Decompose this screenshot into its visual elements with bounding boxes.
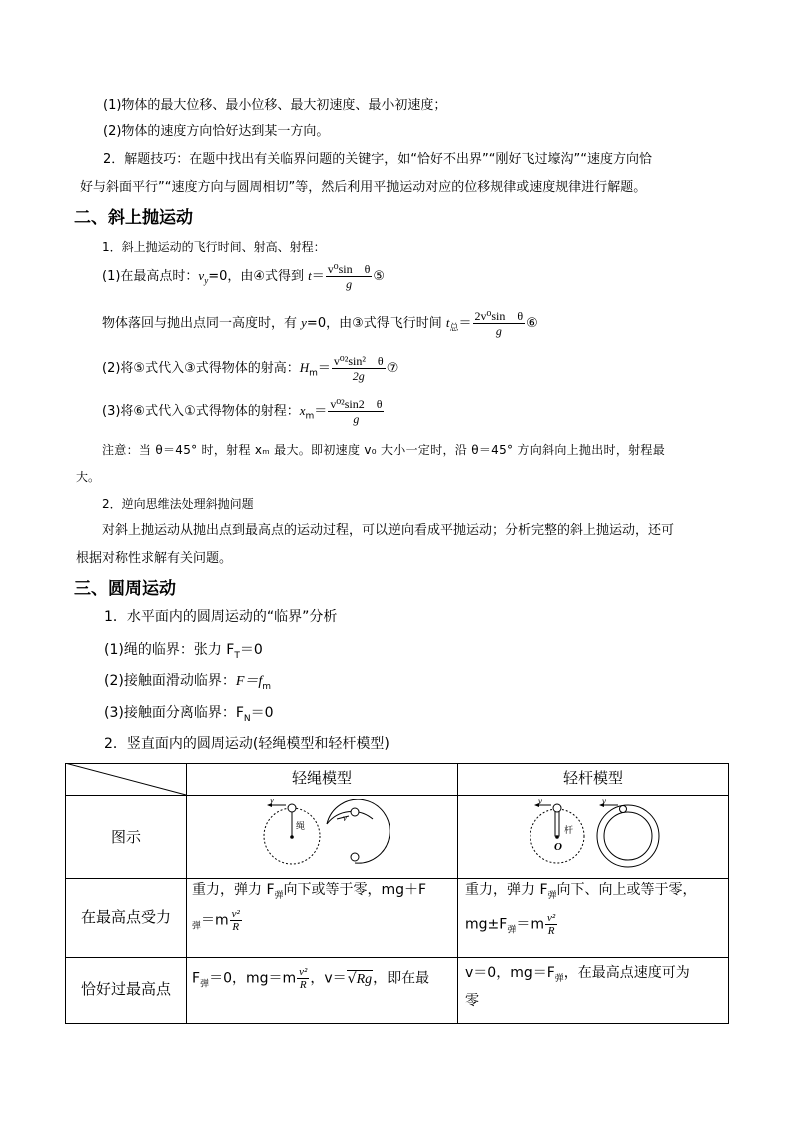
row-label: 恰好过最高点 [80,980,171,998]
text-line: 2．解题技巧：在题中找出有关临界问题的关键字，如“恰好不出界”“刚好飞过壕沟”“速度方向恰 [103,152,652,167]
formula-line: (1)在最高点时：$v_y=0$，由④式得到 t＝ $\frac{\text{v⁰sin θ}}{g}$ ⑤ [102,262,386,291]
text-line: (3)接触面分离临界：$F_N=0$ [104,705,274,724]
rope-force-line2: $_弹$＝m $\frac{\text{v²}}{R}$ [192,908,240,933]
column-header: 轻杆模型 [562,769,623,787]
svg-text:v: v [538,799,542,806]
fraction: $\frac{\text{v⁰²sin² θ}}{2g}$ [333,354,384,383]
text-line: 好与斜面平行”“速度方向与圆周相切”等，然后利用平抛运动对应的位移规律或速度规律进行解题。 [80,180,647,195]
rod-top-condition-line1: v＝0，$mg=F_弹$，在最高点速度可为 [465,965,690,984]
text-line: (1)绳的临界：张力 $F_T=0$ [104,642,263,661]
fraction: $\frac{\text{2v⁰sin θ}}{g}$ [474,309,524,338]
text-line: 2．竖直面内的圆周运动(轻绳模型和轻杆模型) [104,736,390,752]
fraction: $\frac{\text{v⁰²sin2 θ}}{g}$ [330,397,383,426]
note-line: 注意：当 θ＝45° 时，射程 xₘ 最大。即初速度 v₀ 大小一定时，沿 θ＝45° 方向斜向上抛出时，射程最 [102,443,666,457]
section-heading: 二、斜上抛运动 [74,208,193,228]
diagonal-header-line [65,763,187,796]
text-line: (2)接触面滑动临界：$F=f_m$ [104,673,272,692]
note-line: 大。 [76,470,101,484]
text-line: 根据对称性求解有关问题。 [76,551,233,566]
svg-text:v: v [602,799,606,806]
formula-line: (3)将⑥式代入①式得物体的射程：$x_m=$ $\frac{\text{v⁰²sin2 θ}}{g}$ [102,397,383,426]
text-line: (2)物体的速度方向恰好达到某一方向。 [103,124,330,139]
formula-line: (2)将⑤式代入③式得物体的射高：$H_m=$ $\frac{\text{v⁰²sin² θ}}{2g}$ ⑦ [102,354,399,383]
rod-model-diagram [530,799,670,876]
svg-text:绳: 绳 [296,822,306,832]
text-line: 1．水平面内的圆周运动的“临界”分析 [104,609,338,625]
rod-force-line1: 重力，弹力 $F_弹$向下、向上或等于零， [465,882,697,901]
text-line: 1．斜上抛运动的飞行时间、射高、射程： [102,240,326,254]
text-line: (1)物体的最大位移、最小位移、最大初速度、最小初速度； [103,98,447,113]
text-line: 对斜上抛运动从抛出点到最高点的运动过程，可以逆向看成平抛运动；分析完整的斜上抛运动，还可 [102,523,675,538]
fraction: $\frac{\text{v⁰sin θ}}{g}$ [327,262,371,291]
rope-model-diagram [255,799,390,876]
text-line: 2．逆向思维法处理斜抛问题 [102,497,254,511]
rope-top-condition: $F_弹=0$，mg＝m $\frac{\text{v²}}{R}$ ，v＝√Rg，即在最 [192,966,430,991]
svg-text:O: O [554,841,562,853]
svg-text:v: v [270,799,274,805]
rope-force-line1: 重力，弹力 $F_弹$向下或等于零，mg＋F [192,882,427,901]
rod-top-condition-line2: 零 [465,993,479,1009]
svg-text:v: v [343,813,347,823]
svg-text:杆: 杆 [564,826,574,836]
row-label: 图示 [110,828,141,846]
formula-line: 物体落回与抛出点同一高度时，有 y=0，由③式得飞行时间 $t_总=$ $\frac{\text{2v⁰sin θ}}{g}$ ⑥ [102,309,538,338]
section-heading: 三、圆周运动 [74,579,176,599]
rod-force-line2: $mg\pm F_弹=m$ $\frac{\text{v²}}{R}$ [465,912,556,937]
column-header: 轻绳模型 [291,769,352,787]
row-label: 在最高点受力 [80,908,171,926]
